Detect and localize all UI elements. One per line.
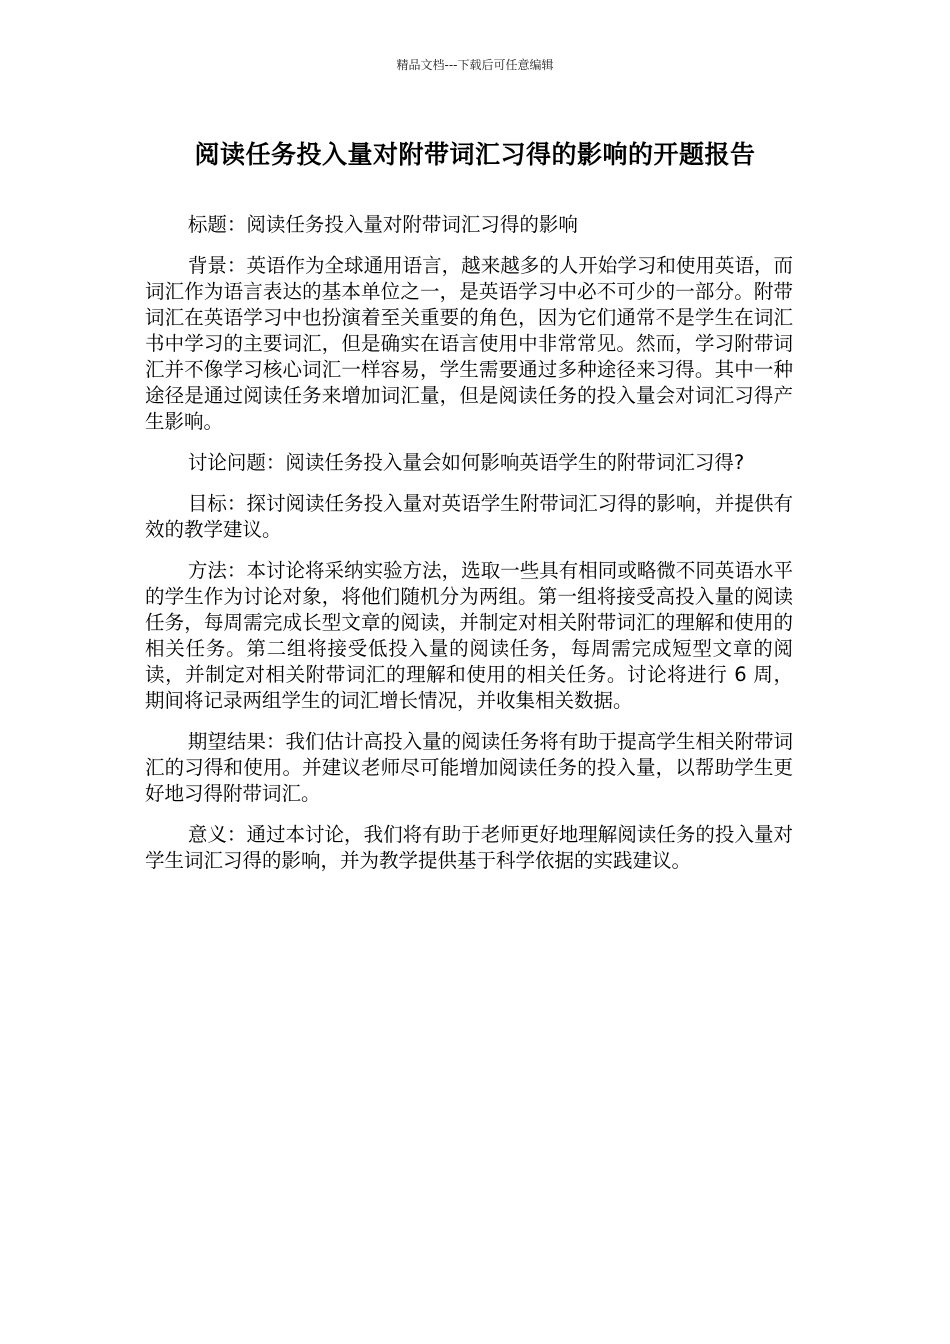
document-body [145, 212, 793, 889]
paragraph-objective: 目标：探讨阅读任务投入量对英语学生附带词汇习得的影响，并提供有效的教学建议。 [145, 492, 793, 541]
page-header: 精品文档---下载后可任意编辑 [396, 58, 554, 72]
paragraph-topic: 标题：阅读任务投入量对附带词汇习得的影响 [187, 213, 578, 236]
paragraph-significance: 意义：通过本讨论，我们将有助于老师更好地理解阅读任务的投入量对学生词汇习得的影响，并为教学提供基于科学依据的实践建议。 [145, 823, 793, 872]
paragraph-method: 方法：本讨论将采纳实验方法，选取一些具有相同或略微不同英语水平的学生作为讨论对象，将他们随机分为两组。第一组将接受高投入量的阅读任务，每周需完成长型文章的阅读，并制定对相关附带词汇的理解和使用的相关任务。第二组将接受低投入量的阅读任务，每周需完成短型文章的阅读，并制定对相关附带词汇的理解和使用的相关任务。讨论将进行 6 周，期间将记录两组学生的词汇增长情况，并收集相关数据。 [145, 559, 793, 712]
paragraph-background: 背景：英语作为全球通用语言，越来越多的人开始学习和使用英语，而词汇作为语言表达的基本单位之一，是英语学习中必不可少的一部分。附带词汇在英语学习中也扮演着至关重要的角色，因为它们通常不是学生在词汇书中学习的主要词汇，但是确实在语言使用中非常常见。然而，学习附带词汇并不像学习核心词汇一样容易，学生需要通过多种途径来习得。其中一种途径是通过阅读任务来增加词汇量，但是阅读任务的投入量会对词汇习得产生影响。 [145, 254, 793, 433]
paragraph-question: 讨论问题：阅读任务投入量会如何影响英语学生的附带词汇习得? [187, 451, 745, 474]
document-title: 阅读任务投入量对附带词汇习得的影响的开题报告 [194, 140, 756, 169]
paragraph-expected-results: 期望结果：我们估计高投入量的阅读任务将有助于提高学生相关附带词汇的习得和使用。并建议老师尽可能增加阅读任务的投入量，以帮助学生更好地习得附带词汇。 [145, 730, 793, 805]
